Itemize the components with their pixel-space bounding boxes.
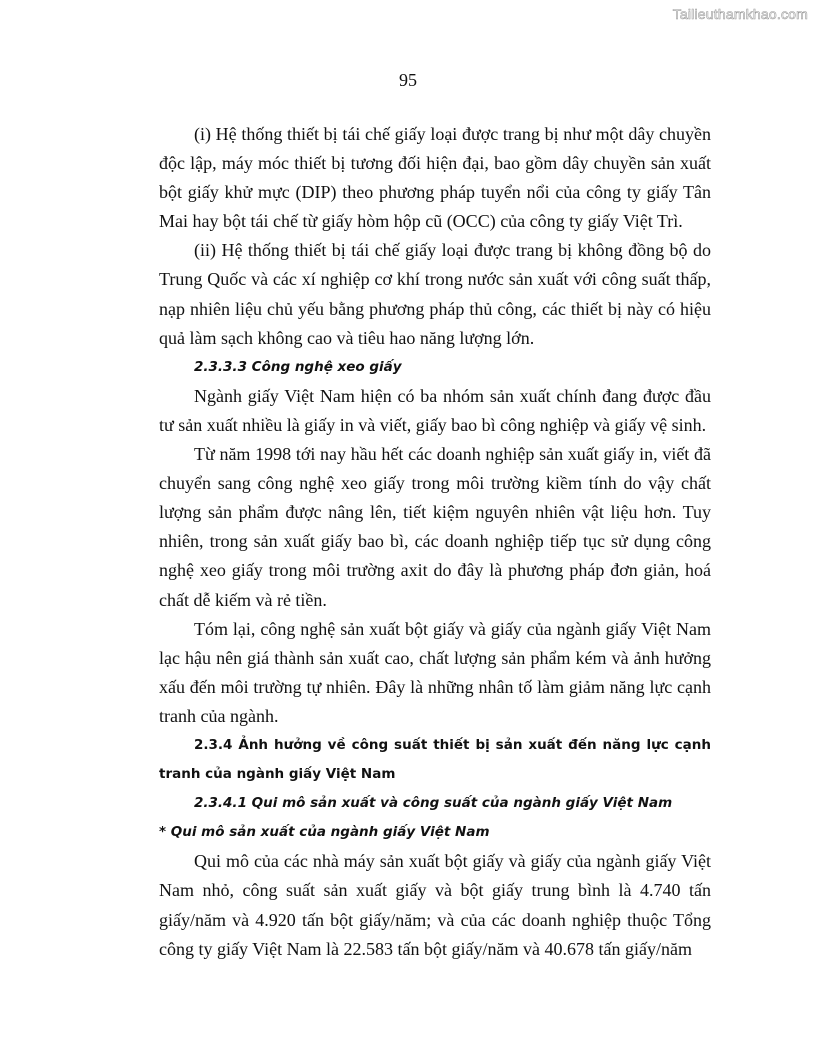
paragraph-summary: Tóm lại, công nghệ sản xuất bột giấy và giấy của ngành giấy Việt Nam lạc hậu nên giá thành sản xuất cao, chất lượng sản phẩm kém và ảnh hưởng xấu đến môi trường tự nhiên. Đây là những nhân tố làm giảm năng lực cạnh tranh của ngành.	[159, 618, 711, 726]
heading-scale-and-capacity: 2.3.4.1 Qui mô sản xuất và công suất của ngành giấy Việt Nam	[194, 795, 673, 812]
paragraph-production-groups: Ngành giấy Việt Nam hiện có ba nhóm sản xuất chính đang được đầu tư sản xuất nhiều là giấy in và viết, giấy bao bì công nghiệp và giấy vệ sinh.	[159, 385, 711, 435]
heading-capacity-impact: 2.3.4 Ảnh hưởng về công suất thiết bị sản xuất đến năng lực cạnh tranh của ngành giấy Việt Nam	[159, 736, 711, 783]
watermark-text: Tailieuthamkhao.com	[672, 6, 808, 22]
paragraph-plant-scale: Qui mô của các nhà máy sản xuất bột giấy và giấy của ngành giấy Việt Nam nhỏ, công suất sản xuất giấy và bột giấy trung bình là 4.740 tấn giấy/năm và 4.920 tấn bột giấy/năm; và của các doanh nghiệp thuộc Tổng công ty giấy Việt Nam là 22.583 tấn bột giấy/năm và 40.678 tấn giấy/năm	[159, 851, 711, 959]
heading-paper-making-technology: 2.3.3.3 Công nghệ xeo giấy	[194, 358, 402, 375]
page-number: 95	[399, 70, 417, 90]
document-body	[159, 120, 711, 964]
paragraph-alkaline-technology: Từ năm 1998 tới nay hầu hết các doanh nghiệp sản xuất giấy in, viết đã chuyển sang công nghệ xeo giấy trong môi trường kiềm tính do vậy chất lượng sản phẩm được nâng lên, tiết kiệm nguyên nhiên vật liệu hơn. Tuy nhiên, trong sản xuất giấy bao bì, các doanh nghiệp tiếp tục sử dụng công nghệ xeo giấy trong môi trường axit do đây là phương pháp đơn giản, hoá chất dễ kiếm và rẻ tiền.	[159, 444, 711, 610]
heading-production-scale: * Qui mô sản xuất của ngành giấy Việt Nam	[159, 824, 490, 841]
paragraph-equipment-modern: (i) Hệ thống thiết bị tái chế giấy loại được trang bị như một dây chuyền độc lập, máy móc thiết bị tương đối hiện đại, bao gồm dây chuyền sản xuất bột giấy khử mực (DIP) theo phương pháp tuyển nổi của công ty giấy Tân Mai hay bột tái chế từ giấy hòm hộp cũ (OCC) của công ty giấy Việt Trì.	[159, 124, 711, 232]
paragraph-equipment-unsynchronized: (ii) Hệ thống thiết bị tái chế giấy loại được trang bị không đồng bộ do Trung Quốc và các xí nghiệp cơ khí trong nước sản xuất với công suất thấp, nạp nhiên liệu chủ yếu bằng phương pháp thủ công, các thiết bị này có hiệu quả làm sạch không cao và tiêu hao năng lượng lớn.	[159, 240, 711, 348]
